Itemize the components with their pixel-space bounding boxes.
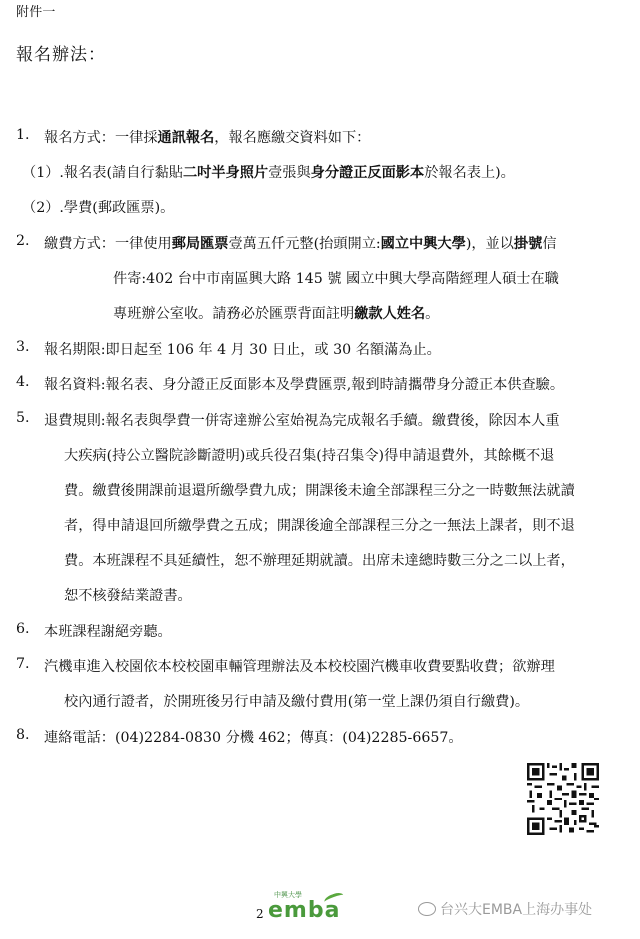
item-number: 4. — [16, 374, 30, 390]
item-2-line-1: 繳費方式：一律使用郵局匯票壹萬五仟元整(抬頭開立:國立中興大學)，並以掛號信 — [44, 236, 557, 252]
logo-text: emba — [268, 898, 341, 923]
attachment-label: 附件一 — [16, 5, 56, 20]
item-5-line-2: 大疾病(持公立醫院診斷證明)或兵役召集(持召集令)得申請退費外，其餘概不退 — [64, 448, 555, 464]
item-number: 1. — [16, 127, 30, 143]
item-3: 報名期限:即日起至 106 年 4 月 30 日止，或 30 名額滿為止。 — [44, 342, 441, 358]
item-number: 5. — [16, 410, 30, 426]
page-title: 報名辦法： — [16, 45, 106, 65]
emba-logo — [268, 890, 340, 922]
item-number: 6. — [16, 621, 30, 637]
logo-small-text: 中興大學 — [274, 891, 302, 899]
item-6: 本班課程謝絕旁聽。 — [44, 624, 172, 640]
item-number: 3. — [16, 339, 30, 355]
item-5-line-1: 退費規則:報名表與學費一併寄達辦公室始視為完成報名手續。繳費後，除因本人重 — [44, 413, 560, 429]
item-8: 連絡電話：(04)2284-0830 分機 462；傳真：(04)2285-6657。 — [44, 730, 463, 746]
item-5-line-3: 費。繳費後開課前退還所繳學費九成；開課後未逾全部課程三分之一時數無法就讀 — [64, 483, 575, 499]
item-5-line-4: 者，得申請退回所繳學費之五成；開課後逾全部課程三分之一無法上課者，則不退 — [64, 518, 575, 534]
item-2-line-2: 件寄:402 台中市南區興大路 145 號 國立中興大學高階經理人碩士在職 — [113, 271, 559, 287]
watermark: 台兴大EMBA上海办事处 — [418, 899, 592, 919]
item-7-line-2: 校內通行證者，於開班後另行申請及繳付費用(第一堂上課仍須自行繳費)。 — [64, 694, 530, 710]
item-1-sub-1: （1）.報名表(請自行黏貼二吋半身照片壹張與身分證正反面影本於報名表上)。 — [22, 165, 515, 181]
item-number: 2. — [16, 233, 30, 249]
item-1: 報名方式：一律採通訊報名，報名應繳交資料如下： — [44, 130, 371, 146]
page-number: 2 — [256, 907, 264, 921]
item-number: 8. — [16, 727, 30, 743]
item-4: 報名資料:報名表、身分證正反面影本及學費匯票,報到時請攜帶身分證正本供查驗。 — [44, 377, 565, 393]
item-number: 7. — [16, 656, 30, 672]
item-5-line-6: 恕不核發結業證書。 — [64, 588, 192, 604]
item-7-line-1: 汽機車進入校園依本校校園車輛管理辦法及本校校園汽機車收費要點收費；欲辦理 — [44, 659, 555, 675]
item-2-line-3: 專班辦公室收。請務必於匯票背面註明繳款人姓名。 — [113, 306, 440, 322]
qr-code-icon — [527, 763, 599, 835]
wechat-icon — [418, 902, 436, 916]
item-5-line-5: 費。本班課程不具延續性，恕不辦理延期就讀。出席未達總時數三分之二以上者， — [64, 553, 575, 569]
item-1-sub-2: （2）.學費(郵政匯票)。 — [22, 200, 175, 216]
